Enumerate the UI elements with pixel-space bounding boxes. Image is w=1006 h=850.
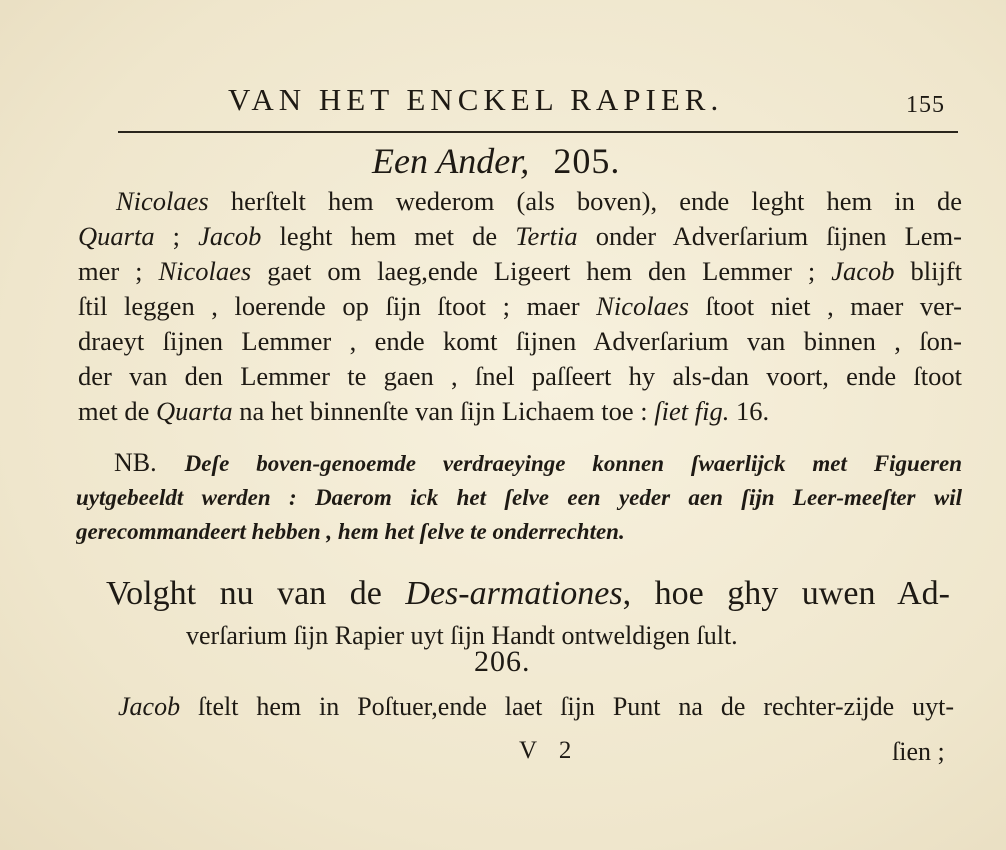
- catchword: ſien ;: [892, 737, 945, 766]
- paragraph-text: leght hem met de: [261, 221, 516, 251]
- page-number: 155: [906, 92, 945, 118]
- paragraph-text: blijft: [894, 256, 962, 286]
- header-rule: [118, 131, 958, 133]
- paragraph-text: onder Adverſarium ſijnen Lem-: [577, 221, 962, 251]
- section-number: 205.: [553, 141, 621, 181]
- body-paragraph: [78, 184, 962, 429]
- paragraph-text: 16.: [729, 396, 770, 426]
- paragraph-text: draeyt ſijnen Lemmer , ende komt ſijnen Adverſarium van binnen , ſon-: [78, 326, 962, 356]
- paragraph-text: gaet om laeg,ende Ligeert hem den Lemmer ;: [251, 256, 832, 286]
- subsection-heading-text-end: , hoe ghy uwen Ad-: [622, 575, 950, 612]
- subsection-heading: [106, 574, 950, 614]
- section-heading: [372, 140, 620, 182]
- body-line-text: ſtelt hem in Poſtuer,ende laet ſijn Punt na de rechter-zijde uyt-: [180, 692, 954, 721]
- signature-mark: V 2: [519, 737, 580, 764]
- paragraph-text: met de: [78, 396, 156, 426]
- paragraph-text: herſtelt hem wederom (als boven), ende leght hem in de: [208, 186, 962, 216]
- paragraph-line: [78, 324, 962, 359]
- body-line: [118, 690, 954, 724]
- paragraph-text: ſtil leggen , loerende op ſijn ſtoot ; maer: [78, 291, 597, 321]
- paragraph-line: [78, 394, 962, 429]
- body-line-name: Jacob: [118, 692, 181, 721]
- subsection-heading-second-line: verſarium ſijn Rapier uyt ſijn Handt ontweldigen ſult.: [186, 621, 738, 650]
- paragraph-text: der van den Lemmer te gaen , ſnel paſſeert hy als-dan voort, ende ſtoot: [78, 361, 962, 391]
- paragraph-text: na het binnenſte van ſijn Lichaem toe :: [232, 396, 655, 426]
- paragraph-text: ;: [154, 221, 199, 251]
- section-title: Een Ander,: [372, 141, 530, 181]
- paragraph-line: [78, 289, 962, 324]
- italic-term: Nicolaes: [116, 186, 209, 216]
- subsection-heading-italic: Des-armationes: [405, 575, 623, 612]
- subsection-heading-text: Volght nu van de: [106, 575, 406, 612]
- italic-term: Jacob: [831, 256, 895, 286]
- paragraph-line: [78, 254, 962, 289]
- italic-term: Jacob: [198, 221, 262, 251]
- italic-term: Quarta: [156, 396, 233, 426]
- paragraph-text: mer ;: [78, 256, 159, 286]
- running-head: VAN HET ENCKEL RAPIER.: [228, 82, 724, 117]
- italic-term: Tertia: [515, 221, 578, 251]
- nb-line: uytgebeeldt werden : Daerom ick het ſelve een yeder aen ſijn Leer-meeſter wil: [76, 485, 962, 510]
- nb-text: Deſe boven-genoemde verdraeyinge konnen ſwaerlijck met Figueren: [184, 451, 962, 476]
- nb-label: NB.: [114, 448, 157, 477]
- italic-term: Nicolaes: [596, 291, 689, 321]
- paragraph-line: [78, 184, 962, 219]
- nb-note: [76, 446, 962, 549]
- nb-line: gerecommandeert hebben , hem het ſelve te onderrechten.: [76, 519, 625, 544]
- italic-term: Nicolaes: [158, 256, 252, 286]
- paragraph-line: [78, 359, 962, 394]
- paragraph-line: [78, 219, 962, 254]
- italic-term: ſiet fig.: [654, 396, 730, 426]
- entry-number: 206.: [474, 645, 531, 678]
- italic-term: Quarta: [78, 221, 155, 251]
- paragraph-text: ſtoot niet , maer ver-: [688, 291, 962, 321]
- nb-line: [76, 446, 962, 481]
